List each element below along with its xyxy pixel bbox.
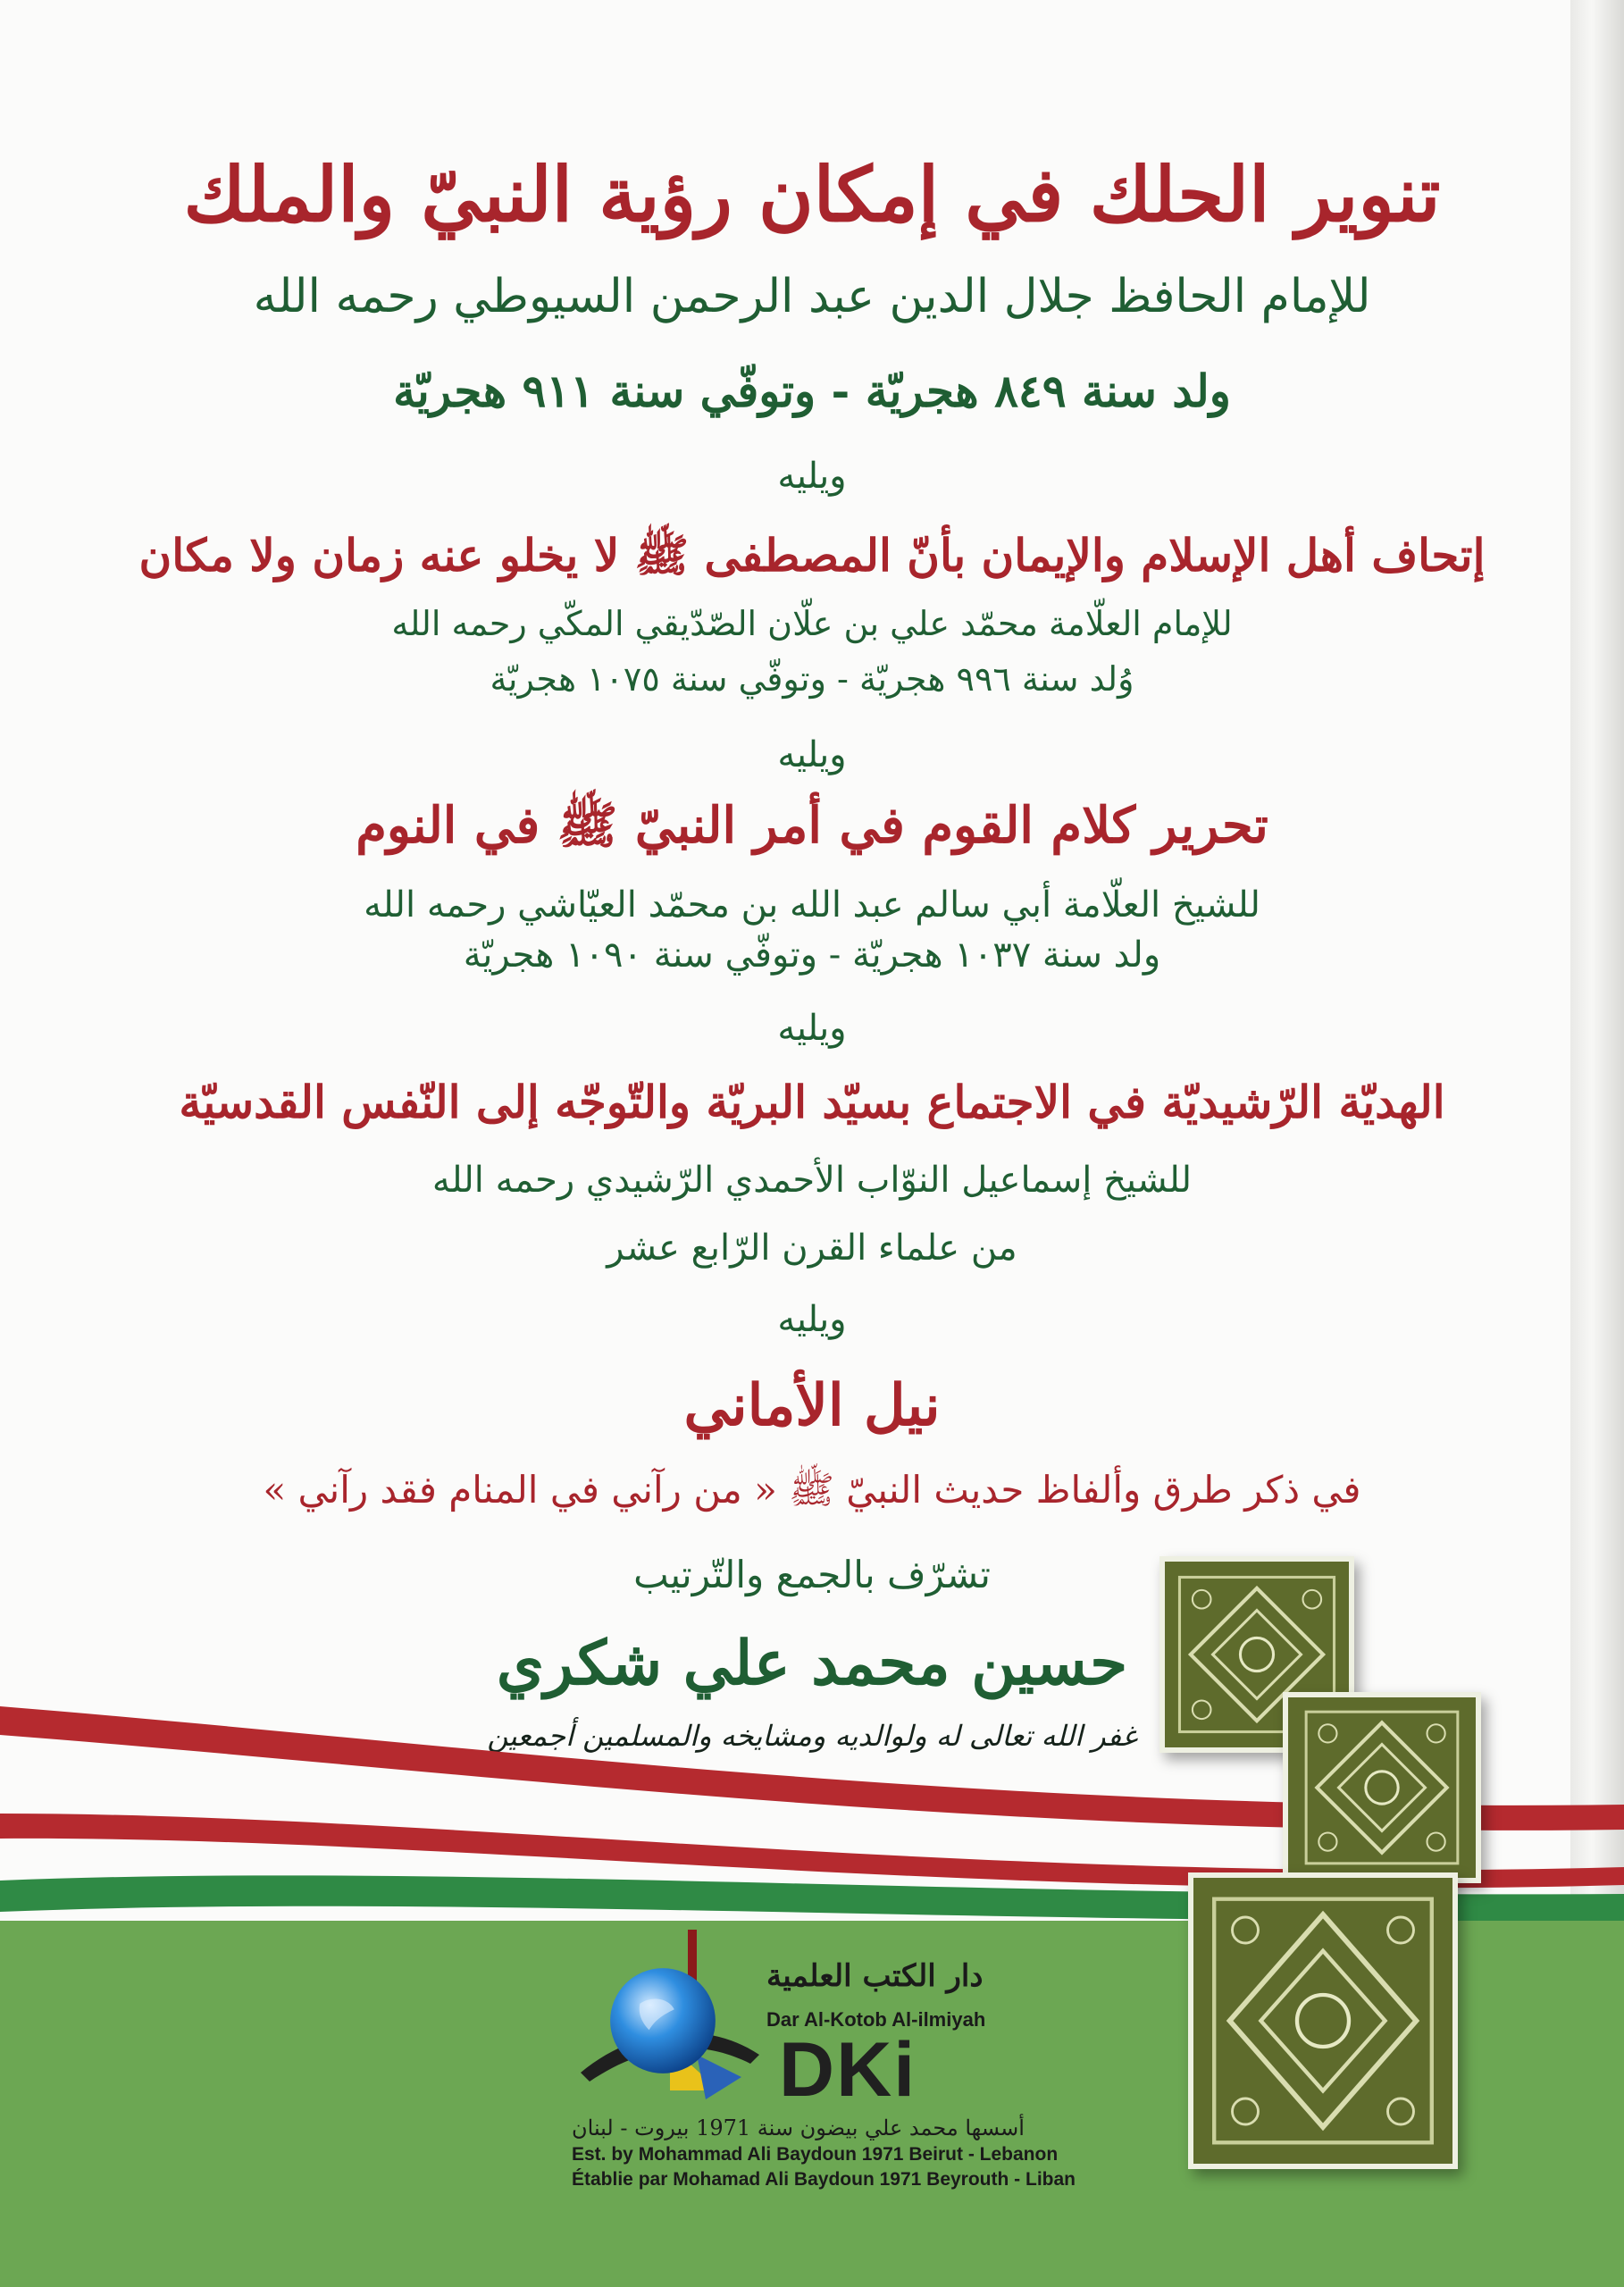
title-author-dates: ولد سنة ٨٤٩ هجريّة - وتوفّي سنة ٩١١ هجريّة <box>393 364 1231 417</box>
work2-dates: وُلد سنة ٩٩٦ هجريّة - وتوفّي سنة ١٠٧٥ هجريّة <box>490 659 1134 699</box>
work2-title: إتحاف أهل الإسلام والإيمان بأنّ المصطفى ﷺ لا يخلو عنه زمان ولا مكان <box>138 529 1486 582</box>
publisher-established-french: Établie par Mohamad Ali Baydoun 1971 Beyrouth - Liban <box>572 2169 1076 2190</box>
work3-title: تحرير كلام القوم في أمر النبيّ ﷺ في النوم <box>356 796 1268 855</box>
separator-text-1: ويليه <box>777 456 847 497</box>
ornament-tile-3 <box>1188 1872 1458 2169</box>
compiler-name: حسين محمد علي شكري <box>496 1628 1128 1699</box>
publisher-name-arabic: دار الكتب العلمية <box>766 1958 984 1994</box>
work3-author: للشيخ العلّامة أبي سالم عبد الله بن محمّد العيّاشي رحمه الله <box>364 884 1260 926</box>
work4-title: الهديّة الرّشيديّة في الاجتماع بسيّد البريّة والتّوجّه إلى النّفس القدسيّة <box>179 1076 1445 1128</box>
separator-text-3: ويليه <box>777 1008 847 1049</box>
work5-subtitle: في ذكر طرق وألفاظ حديث النبيّ ﷺ « من رآني في المنام فقد رآني » <box>263 1468 1361 1512</box>
book-title: تنوير الحلك في إمكان رؤية النبيّ والملك <box>183 150 1441 239</box>
work4-author: للشيخ إسماعيل النوّاب الأحمدي الرّشيدي رحمه الله <box>431 1160 1193 1201</box>
ornament-tile-2 <box>1283 1692 1481 1883</box>
work3-dates: ولد سنة ١٠٣٧ هجريّة - وتوفّي سنة ١٠٩٠ هجريّة <box>463 934 1161 976</box>
publisher-established-english: Est. by Mohammad Ali Baydoun 1971 Beirut - Lebanon <box>572 2144 1059 2165</box>
work5-title: نيل الأماني <box>683 1372 941 1439</box>
work2-author: للإمام العلّامة محمّد علي بن علّان الصّدّيقي المكّي رحمه الله <box>391 604 1233 643</box>
publisher-logo-text: DKi <box>779 2027 917 2113</box>
publisher-established-arabic: أسسها محمد علي بيضون سنة 1971 بيروت - لبنان <box>572 2115 1025 2140</box>
globe-icon <box>606 1964 720 2078</box>
title-author: للإمام الحافظ جلال الدين عبد الرحمن السيوطي رحمه الله <box>253 270 1371 323</box>
compiler-prayer: غفر الله تعالى له ولوالديه ومشايخه والمسلمين أجمعين <box>487 1719 1137 1753</box>
publisher-name-english: Dar Al-Kotob Al-ilmiyah <box>766 2008 986 2031</box>
compiled-by-label: تشرّف بالجمع والتّرتيب <box>633 1553 991 1596</box>
work4-era: من علماء القرن الرّابع عشر <box>607 1227 1017 1269</box>
separator-text-4: ويليه <box>777 1299 847 1340</box>
separator-text-2: ويليه <box>777 734 847 775</box>
